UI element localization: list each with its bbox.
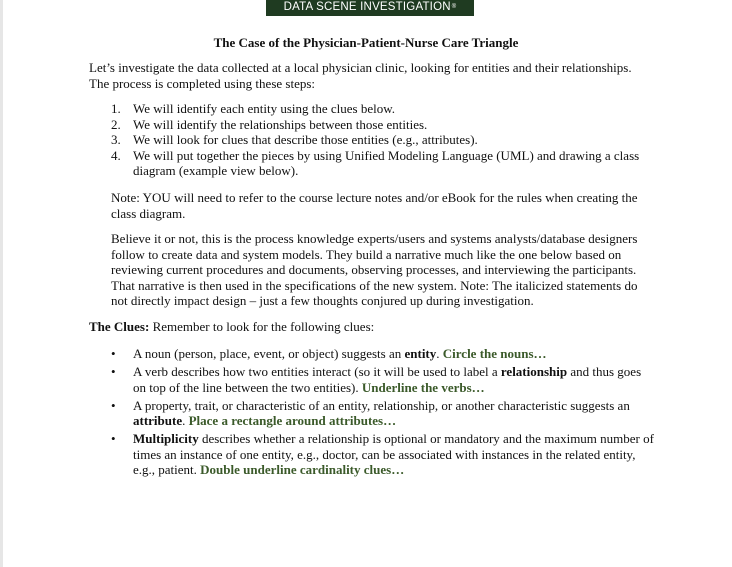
clue-text: and thus goes on top of the line between the two entities). [133,364,642,395]
page-edge [0,0,3,567]
clue-hint: Underline the verbs… [361,379,485,395]
clue-item-attribute [111,398,656,429]
clues-list [111,346,656,480]
clue-item-relationship [111,364,656,395]
intro-paragraph: Let’s investigate the data collected at a local physician clinic, looking for entities and their relationships. The process is completed using these steps: [89,60,632,91]
dsi-banner [266,0,474,16]
clue-text: A noun (person, place, event, or object) suggests an [133,346,405,361]
step-number: 2. [111,116,121,132]
bullet-icon: • [111,431,116,446]
clue-text: A verb describes how two entities interact (so it will be used to label a [133,364,501,379]
step-item [111,117,656,133]
clues-text: Remember to look for the following clues: [149,319,375,334]
step-number: 4. [111,147,121,163]
registered-mark: ® [451,4,457,10]
banner-text: DATA SCENE INVESTIGATION [283,1,451,13]
clue-item-multiplicity [111,431,656,478]
step-text: We will identify each entity using the clues below. [133,101,396,116]
clue-keyword: entity [404,346,437,361]
clue-keyword: attribute [133,413,183,428]
step-number: 1. [111,101,121,116]
step-item [111,148,656,179]
clue-text: . [436,346,443,361]
step-item [111,101,656,117]
bullet-icon: • [111,364,116,379]
step-number: 3. [111,132,121,147]
note-paragraph: Note: YOU will need to refer to the course lecture notes and/or eBook for the rules when creating the class diagram. [111,190,638,221]
clue-keyword: Multiplicity [133,431,199,446]
clue-hint: Circle the nouns… [442,346,547,361]
clue-text: describes whether a relationship is optional or mandatory and the maximum number of times an instance of one entity, e.g., doctor, can be associated with instances in the related entity, e.g., patient. [133,431,654,477]
clue-item-entity [111,346,656,362]
clue-hint: Place a rectangle around attributes… [188,413,397,428]
bullet-icon: • [111,346,116,361]
document-title: The Case of the Physician-Patient-Nurse Care Triangle [213,35,519,50]
step-text: We will look for clues that describe those entities (e.g., attributes). [133,132,478,147]
clue-text: . [182,413,189,428]
clues-heading [89,319,649,335]
step-text: We will identify the relationships between those entities. [133,116,428,132]
bullet-icon: • [111,397,116,413]
process-paragraph: Believe it or not, this is the process knowledge experts/users and systems analysts/database designers follow to create data and system models. They build a narrative much like the one below based on reviewing current procedures and documents, observing processes, and interviewing the participants. That narrative is then used in the specifications of the new system. Note: The italicized statements do not directly impact design – just a few thoughts conjured up during investigation. [111,231,638,308]
clue-text: A property, trait, or characteristic of an entity, relationship, or another characteristic suggests an [133,397,630,413]
clue-hint: Double underline cardinality clues… [200,462,405,477]
step-item [111,132,656,148]
step-text: We will put together the pieces by using Unified Modeling Language (UML) and drawing a class diagram (example view below). [133,147,640,178]
clues-label: The Clues: [89,319,150,334]
clue-keyword: relationship [500,364,568,379]
steps-list [111,101,656,179]
